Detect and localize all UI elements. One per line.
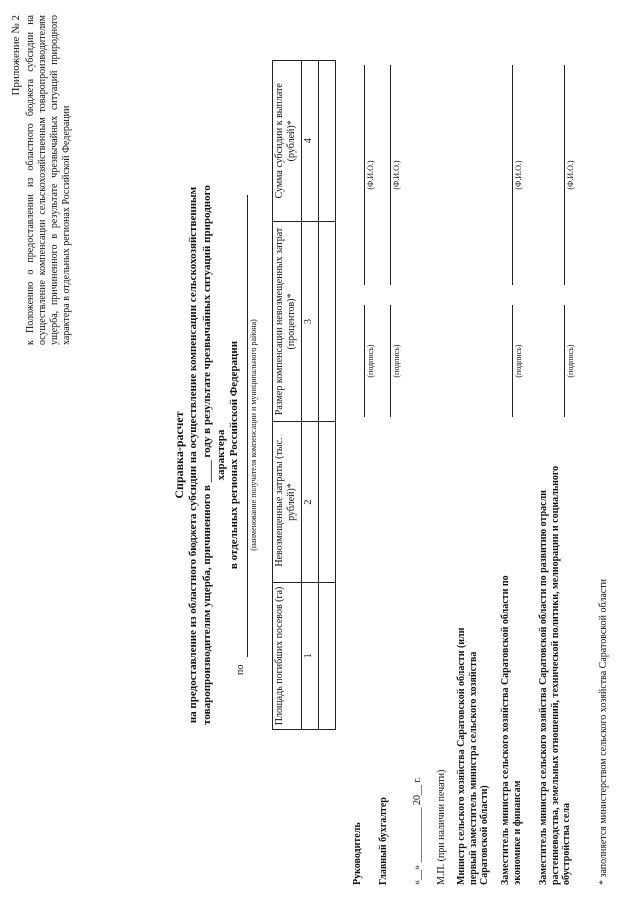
title-line-1: на предоставление из областного бюджета субсидии на осуществление компенсации сельскохозяйственным [187,186,199,724]
label-accountant: Главный бухгалтер [378,797,389,885]
title-line-2: товаропроизводителям ущерба, причиненного в ____ году в результате чрезвычайных ситуаций природного характера [200,185,227,725]
date-field: «__» ___________ 20__ г. [412,777,423,885]
signature-minister [456,25,496,885]
signature-accountant [378,25,404,885]
sign-line [500,305,513,417]
calculation-table [272,60,336,730]
sign-line [378,305,391,417]
signature-deputy-finance [500,25,532,885]
sign-line [552,305,565,417]
label-deputy-crop: Заместитель министра сельского хозяйства Саратовской области по развитию отрасли растениеводства, земельных отношений, технической политики, мелиорации и социального обустройства села [538,465,572,885]
name-caption: (Ф.И.О.) [566,160,575,190]
appendix-text: к Положению о предоставлении из областного бюджета субсидии на осуществление компенсации сельскохозяйственным товаропроизводителям ущерба, причиненного в результате чрезвычайных ситуаций природного характера в отдельных регионах Российской Федерации [25,15,73,345]
col-number-4: 4 [302,61,319,222]
sign-caption: (подпись) [514,344,523,378]
label-minister: Министр сельского хозяйства Саратовской области (или первый заместитель министра сельского хозяйства Саратовской области) [456,627,490,885]
recipient-field [235,195,258,675]
header-costs: Невозмещенные затраты (тыс. рублей)* [273,422,302,583]
document-title [172,175,242,735]
table-number-row [302,61,319,730]
name-caption: (Ф.И.О.) [366,160,375,190]
title-head: Справка-расчет [172,411,186,499]
col-number-1: 1 [302,582,319,729]
sign-caption: (подпись) [366,344,375,378]
header-subsidy: Сумма субсидии к выплате (рублей)* [273,61,302,222]
recipient-prefix: по [235,664,246,675]
header-rate: Размер компенсации невозмещенных затрат (процентов)* [273,221,302,422]
name-line [352,65,365,285]
signature-deputy-crop [538,25,594,885]
name-line [552,65,565,285]
label-deputy-finance: Заместитель министра сельского хозяйства Саратовской области по экономике и финансам [500,575,523,885]
appendix-block [10,15,73,345]
sign-line [352,305,365,417]
table-header-row [273,61,302,730]
appendix-number: Приложение № 2 [10,15,22,96]
col-number-3: 3 [302,221,319,422]
header-area: Площадь погибших посевов (га) [273,582,302,729]
recipient-line [235,195,248,657]
stamp-label: М.П. (при наличии печати) [436,769,447,885]
name-caption: (Ф.И.О.) [392,160,401,190]
name-caption: (Ф.И.О.) [514,160,523,190]
label-head: Руководитель [352,822,363,885]
sign-caption: (подпись) [566,344,575,378]
table-row [319,61,336,730]
recipient-hint: (наименование получателя компенсации и муниципального района) [249,319,258,551]
signature-head [352,25,378,885]
title-line-3: в отдельных регионах Российской Федерации [228,340,241,570]
col-number-2: 2 [302,422,319,583]
sign-caption: (подпись) [392,344,401,378]
name-line [378,65,391,285]
name-line [500,65,513,285]
footnote: * заполняется министерством сельского хозяйства Саратовской области [598,579,609,885]
